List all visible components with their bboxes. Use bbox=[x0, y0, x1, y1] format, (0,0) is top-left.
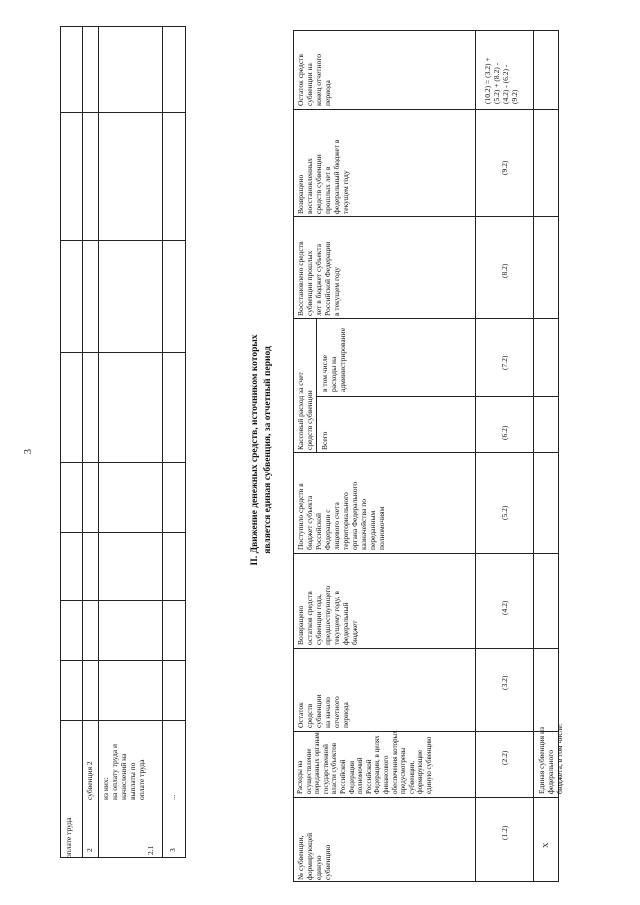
row-x-num: Х bbox=[541, 842, 550, 848]
top-row-21-num: 2.1 bbox=[146, 845, 155, 855]
header-subvention-number: № субвенции, формирующей единую субвенцию bbox=[296, 832, 332, 880]
header-closing-balance: Остаток средств субвенции на конец отчетного периода bbox=[296, 54, 332, 106]
header-admin-expenses: в том числе расходы на администрирование bbox=[320, 327, 347, 392]
code-10-formula: (10.2) = (3.2) + (5.2) + (8.2) - (4.2) - (6.2) - (9.2) bbox=[483, 57, 519, 104]
section-title-line2: является единая субвенция, за отчетный период bbox=[263, 346, 273, 554]
code-5: (5.2) bbox=[500, 505, 509, 520]
top-row-3-num: 3 bbox=[168, 848, 177, 852]
top-row-3-text: ... bbox=[168, 794, 177, 800]
page-number: 3 bbox=[23, 449, 34, 454]
top-row-2-num: 2 bbox=[85, 848, 94, 852]
code-8: (8.2) bbox=[500, 263, 509, 278]
header-received: Поступило средств в бюджет субъекта Российской Федерации с лицевого счета территориального органа Федерального казначейства по переданным полномочиям bbox=[296, 481, 386, 550]
code-6: (6.2) bbox=[500, 425, 509, 440]
header-returned-restored: Возвращено восстановленных средств субвенции прошлых лет в федеральный бюджет в текущем году bbox=[296, 139, 350, 214]
code-9: (9.2) bbox=[500, 160, 509, 175]
header-cash-expense-group: Кассовый расход за счет средств субвенции bbox=[296, 372, 314, 450]
code-4: (4.2) bbox=[500, 600, 509, 615]
header-opening-balance: Остаток средств субвенции на начало отчетного периода bbox=[296, 694, 350, 728]
row-x-text: Единая субвенция из федерального бюджета, в том числе: bbox=[537, 723, 564, 794]
code-2: (2.2) bbox=[500, 750, 509, 765]
header-expenses: Расходы на осуществление переданных органам государственной власти субъектов Российской Федерации полномочий Российской Федерации, в целях финансового обеспечения которых предусмотрены субвенции, формирующие единую субвенцию bbox=[296, 730, 433, 794]
top-row-2-text: субвенция 2 bbox=[85, 761, 94, 800]
code-3: (3.2) bbox=[500, 675, 509, 690]
top-table bbox=[60, 26, 186, 858]
section-title-line1: II. Движение денежных средств, источником которых bbox=[250, 334, 260, 566]
header-restored: Восстановлено средств субвенции прошлых лет в бюджет субъекта Российской Федерации в текущем году bbox=[296, 241, 341, 316]
top-row-pay-text: оплате труда bbox=[64, 817, 73, 858]
code-1: (1.2) bbox=[500, 825, 509, 840]
top-row-21-text: из них: на оплату труда и начислений на выплаты по оплате труда bbox=[101, 744, 146, 800]
header-returned-prior: Возвращено остатков средств субвенции года, предшествующего текущему году, в федеральный бюджет bbox=[296, 585, 359, 645]
header-cash-total: Всего bbox=[320, 431, 329, 450]
code-7: (7.2) bbox=[500, 355, 509, 370]
